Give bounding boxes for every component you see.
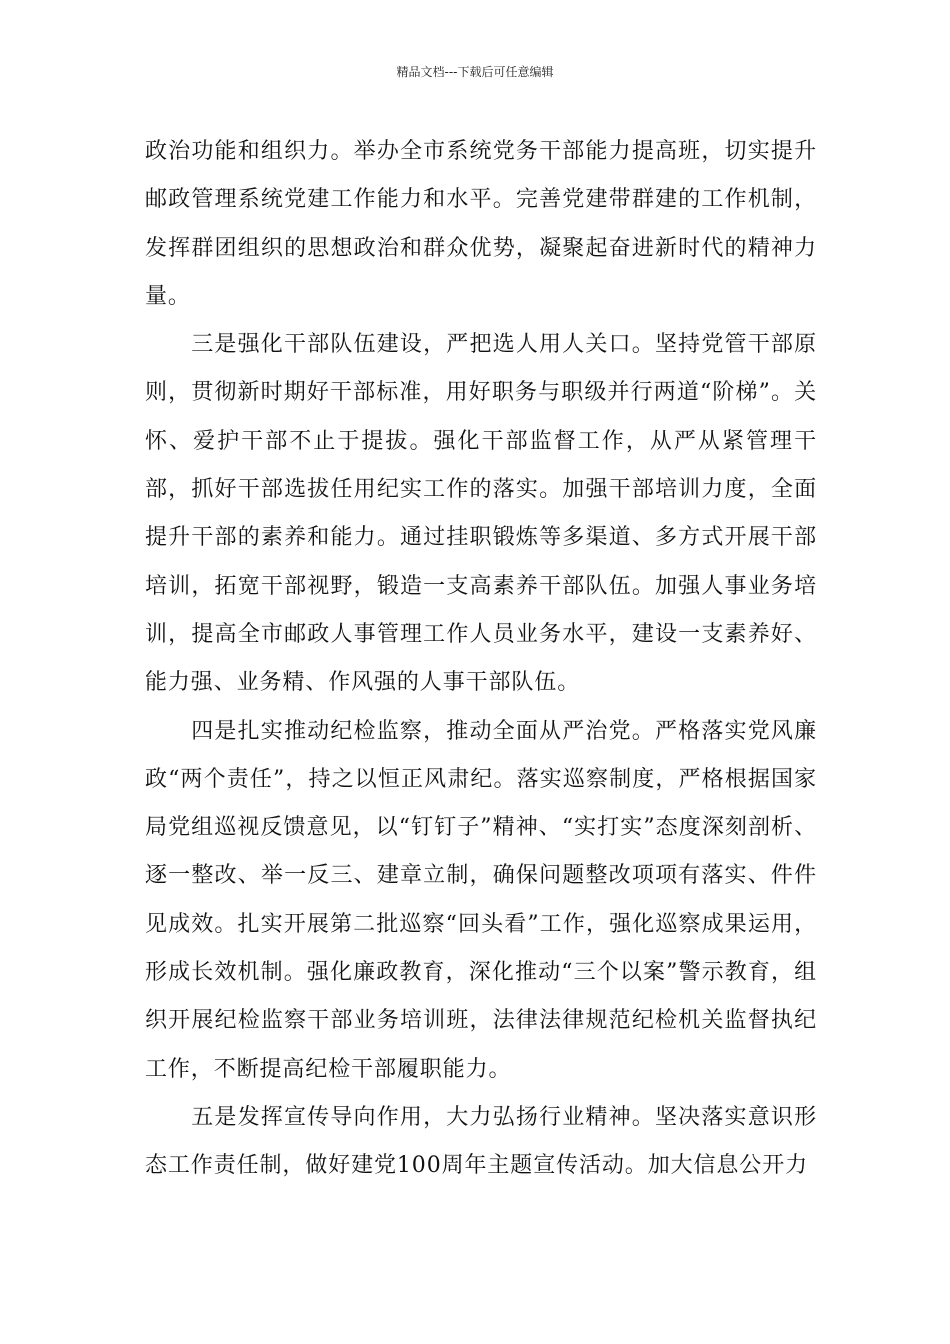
document-body <box>145 128 817 1191</box>
paragraph-publicity: 五是发挥宣传导向作用，大力弘扬行业精神。坚决落实意识形态工作责任制，做好建党100周年主题宣传活动。加大信息公开力 <box>145 1104 817 1179</box>
page-header: 精品文档---下载后可任意编辑 <box>396 65 554 79</box>
paragraph-discipline-inspection: 四是扎实推动纪检监察，推动全面从严治党。严格落实党风廉政“两个责任”，持之以恒正风肃纪。落实巡察制度，严格根据国家局党组巡视反馈意见，以“钉钉子”精神、“实打实”态度深刻剖析、逐一整改、举一反三、建章立制，确保问题整改项项有落实、件件见成效。扎实开展第二批巡察“回头看”工作，强化巡察成果运用，形成长效机制。强化廉政教育，深化推动“三个以案”警示教育，组织开展纪检监察干部业务培训班，法律法律规范纪检机关监督执纪工作，不断提高纪检干部履职能力。 <box>145 718 817 1082</box>
paragraph-continued: 政治功能和组织力。举办全市系统党务干部能力提高班，切实提升邮政管理系统党建工作能力和水平。完善党建带群建的工作机制，发挥群团组织的思想政治和群众优势，凝聚起奋进新时代的精神力量。 <box>145 139 817 309</box>
paragraph-cadre-building: 三是强化干部队伍建设，严把选人用人关口。坚持党管干部原则，贯彻新时期好干部标准，用好职务与职级并行两道“阶梯”。关怀、爱护干部不止于提拔。强化干部监督工作，从严从紧管理干部，抓好干部选拔任用纪实工作的落实。加强干部培训力度，全面提升干部的素养和能力。通过挂职锻炼等多渠道、多方式开展干部培训，拓宽干部视野，锻造一支高素养干部队伍。加强人事业务培训，提高全市邮政人事管理工作人员业务水平，建设一支素养好、能力强、业务精、作风强的人事干部队伍。 <box>145 332 817 696</box>
